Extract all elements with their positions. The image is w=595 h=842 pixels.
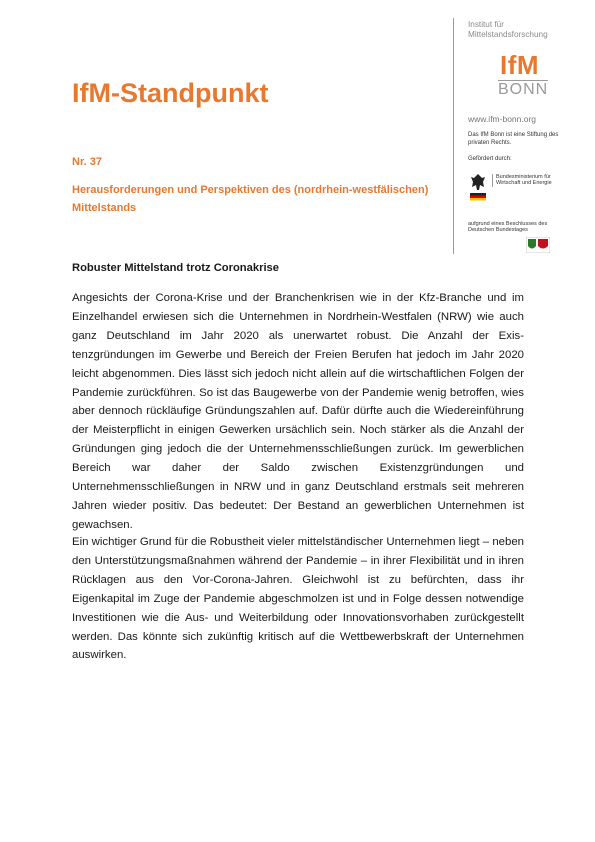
funded-by-label: Gefördert durch: [468, 156, 512, 162]
document-subtitle: Herausforderungen und Perspektiven des (nordrhein-westfälischen) Mittelstands [72, 184, 429, 214]
issue-number: Nr. 37 [72, 156, 102, 168]
institute-name: Institut für Mittelstandsforschung [468, 20, 548, 39]
bundestag-decision-note: aufgrund eines Beschlusses des Deutschen Bundestages [468, 221, 548, 234]
federal-eagle-icon [468, 170, 488, 202]
section-heading: Robuster Mittelstand trotz Coronakrise [72, 262, 279, 274]
website-url[interactable]: www.ifm-bonn.org [468, 114, 537, 124]
ministry-name: Bundesministerium für Wirtschaft und Energie [492, 174, 566, 187]
body-paragraph: Angesichts der Corona-Krise und der Branchenkrisen wie in der Kfz-Branche und im Einzelhandel erwiesen sich die Unternehmen in Nordrhein-Westfalen (NRW) wie auch ganz Deutschland im Jahr 2020 als unerwartet robust. Die Anzahl der Existenzgründungen im Gewerbe und Bereich der Freien Berufen hat jedoch im Jahr 2020 leicht abgenommen. Dies lässt sich jedoch nicht allein auf die wirtschaftlichen Folgen der Pandemie zurückführen. So ist das Baugewerbe von der Pandemie wenig betroffen, wies aber dennoch rückläufige Gründungszahlen auf. Dafür dürfte auch die Wiedereinführung der Meisterpflicht in einigen Gewerken ursächlich sein. Noch stärker als die Anzahl der Gründungen ging jedoch die der Unternehmensschließungen zurück. Im gewerblichen Bereich war daher der Saldo zwischen Existenzgründungen und Unternehmensschließungen in NRW und in ganz Deutschland erstmals seit mehreren Jahren wieder positiv. Das bedeutet: Der Bestand an gewerblichen Unternehmen ist gewachsen. [72, 292, 524, 531]
nrw-coat-of-arms-icon [526, 237, 550, 253]
bonn-logo-text: BONN [498, 81, 549, 98]
foundation-note: Das IfM Bonn ist eine Stiftung des privaten Rechts. [468, 132, 559, 146]
document-title: IfM-Standpunkt [72, 78, 269, 108]
ifm-logo-text: IfM [500, 50, 540, 80]
institute-logo-panel [453, 18, 574, 254]
body-paragraph: Ein wichtiger Grund für die Robustheit vieler mittelständischer Unternehmen liegt – neben den Unterstützungsmaßnahmen während der Pandemie – in ihrer Flexibilität und in ihren Rücklagen aus den Vor-Corona-Jahren. Gleichwohl ist zu befürchten, dass ihr Eigenkapital im Zuge der Pandemie abgeschmolzen ist und in Folge dessen notwendige Investitionen wie die Aus- und Weiterbildung oder Innovationsvorhaben zurückgestellt werden. Das könnte sich zukünftig kritisch auf die Wettbewerbskraft der Unternehmen auswirken. [72, 536, 524, 662]
